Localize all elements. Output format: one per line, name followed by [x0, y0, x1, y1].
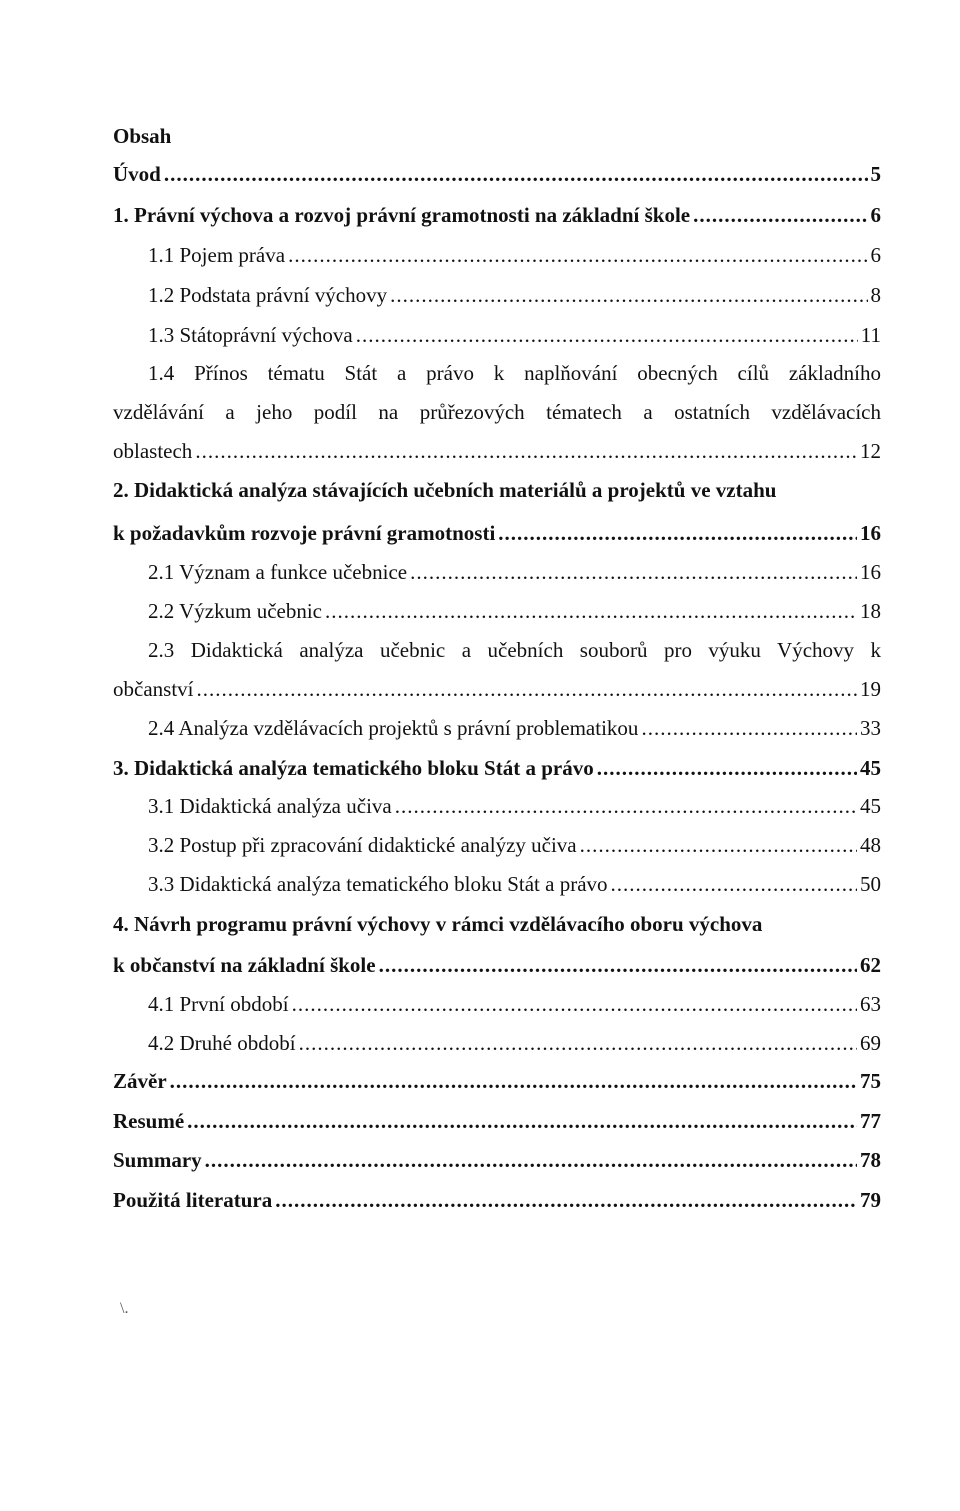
- toc-entry-page: 45: [860, 756, 881, 780]
- leader-dots: [410, 557, 857, 587]
- toc-entry-label-line: 2.3 Didaktická analýza učebnic a učebních souborů pro výuku Výchovy k: [148, 638, 881, 662]
- leader-dots: [390, 280, 867, 310]
- toc-entry-label: 3.3 Didaktická analýza tematického bloku Stát a právo: [148, 872, 608, 896]
- toc-entry-4-2[interactable]: [148, 1028, 881, 1058]
- toc-title: Obsah: [113, 124, 172, 148]
- toc-entry-page: 69: [860, 1031, 881, 1055]
- toc-entry-label: Summary: [113, 1148, 202, 1172]
- leader-dots: [275, 1185, 857, 1215]
- toc-entry-last-line: [113, 436, 881, 466]
- leader-dots: [325, 596, 857, 626]
- toc-entry-label: 1.2 Podstata právní výchovy: [148, 283, 388, 307]
- leader-dots: [170, 1066, 857, 1096]
- toc-entry-page: 12: [860, 439, 881, 463]
- leader-dots: [395, 791, 857, 821]
- toc-entry-label: 1.1 Pojem práva: [148, 243, 286, 267]
- toc-entry-label-line: vzdělávání a jeho podíl na průřezových tématech a ostatních vzdělávacích: [113, 400, 881, 424]
- toc-entry-3-1[interactable]: [148, 791, 881, 821]
- leader-dots: [580, 830, 857, 860]
- toc-entry-label: 2.4 Analýza vzdělávacích projektů s právní problematikou: [148, 716, 639, 740]
- toc-entry-label: Použitá literatura: [113, 1188, 273, 1212]
- leader-dots: [205, 1145, 857, 1175]
- toc-entry-uvod[interactable]: [113, 159, 881, 189]
- toc-entry-2-4[interactable]: [148, 713, 881, 743]
- toc-entry-1-3[interactable]: [148, 320, 881, 350]
- toc-entry-page: 33: [860, 716, 881, 740]
- toc-entry-label-line: 4. Návrh programu právní výchovy v rámci vzdělávacího oboru výchova: [113, 912, 763, 936]
- leader-dots: [299, 1028, 857, 1058]
- toc-entry-label: 2.2 Výzkum učebnic: [148, 599, 322, 623]
- toc-entry-page: 48: [860, 833, 881, 857]
- leader-dots: [356, 320, 858, 350]
- toc-entry-literatura[interactable]: [113, 1185, 881, 1215]
- toc-entry-label: 1. Právní výchova a rozvoj právní gramotnosti na základní škole: [113, 203, 691, 227]
- toc-entry-label: 3.1 Didaktická analýza učiva: [148, 794, 392, 818]
- toc-entry-page: 5: [870, 162, 881, 186]
- toc-entry-page: 6: [870, 243, 881, 267]
- toc-entry-1-2[interactable]: [148, 280, 881, 310]
- leader-dots: [597, 753, 857, 783]
- toc-entry-page: 45: [860, 794, 881, 818]
- toc-entry-last-line: [113, 518, 881, 548]
- toc-entry-page: 63: [860, 992, 881, 1016]
- toc-entry-label: 1.3 Státoprávní výchova: [148, 323, 353, 347]
- toc-entry-page: 77: [860, 1109, 881, 1133]
- toc-entry-last-line: [113, 674, 881, 704]
- toc-entry-chapter-1[interactable]: [113, 200, 881, 230]
- toc-entry-label: oblastech: [113, 439, 193, 463]
- toc-entry-page: 16: [860, 521, 881, 545]
- leader-dots: [196, 674, 857, 704]
- leader-dots: [164, 159, 868, 189]
- leader-dots: [288, 240, 867, 270]
- toc-entry-page: 18: [860, 599, 881, 623]
- toc-entry-page: 16: [860, 560, 881, 584]
- toc-entry-zaver[interactable]: [113, 1066, 881, 1096]
- margin-mark: \.: [120, 1300, 129, 1317]
- toc-entry-last-line: [113, 950, 881, 980]
- toc-entry-2-1[interactable]: [148, 557, 881, 587]
- toc-entry-label: Resumé: [113, 1109, 185, 1133]
- toc-entry-label: 4.1 První období: [148, 992, 289, 1016]
- toc-entry-2-2[interactable]: [148, 596, 881, 626]
- toc-entry-label: 2.1 Význam a funkce učebnice: [148, 560, 408, 584]
- toc-entry-3-3[interactable]: [148, 869, 881, 899]
- toc-entry-4-1[interactable]: [148, 989, 881, 1019]
- leader-dots: [187, 1106, 857, 1136]
- leader-dots: [641, 713, 857, 743]
- leader-dots: [693, 200, 867, 230]
- toc-entry-page: 19: [860, 677, 881, 701]
- toc-entry-label: 3. Didaktická analýza tematického bloku Stát a právo: [113, 756, 594, 780]
- toc-entry-page: 6: [870, 203, 881, 227]
- toc-entry-page: 8: [870, 283, 881, 307]
- toc-entry-label-line: 2. Didaktická analýza stávajících učebních materiálů a projektů ve vztahu: [113, 478, 777, 502]
- leader-dots: [195, 436, 857, 466]
- toc-entry-page: 79: [860, 1188, 881, 1212]
- leader-dots: [379, 950, 857, 980]
- toc-entry-label: Úvod: [113, 162, 161, 186]
- toc-entry-label: Závěr: [113, 1069, 167, 1093]
- leader-dots: [498, 518, 857, 548]
- toc-entry-label-line: 1.4 Přínos tématu Stát a právo k naplňování obecných cílů základního: [148, 361, 881, 385]
- toc-entry-label: občanství: [113, 677, 194, 701]
- toc-entry-page: 75: [860, 1069, 881, 1093]
- toc-entry-resume[interactable]: [113, 1106, 881, 1136]
- toc-entry-label: k požadavkům rozvoje právní gramotnosti: [113, 521, 496, 545]
- leader-dots: [292, 989, 857, 1019]
- leader-dots: [611, 869, 857, 899]
- toc-entry-label: 3.2 Postup při zpracování didaktické analýzy učiva: [148, 833, 577, 857]
- toc-entry-chapter-3[interactable]: [113, 753, 881, 783]
- toc-entry-page: 50: [860, 872, 881, 896]
- toc-entry-page: 11: [860, 323, 881, 347]
- toc-entry-summary[interactable]: [113, 1145, 881, 1175]
- toc-entry-page: 62: [860, 953, 881, 977]
- toc-entry-label: k občanství na základní škole: [113, 953, 376, 977]
- toc-entry-3-2[interactable]: [148, 830, 881, 860]
- toc-entry-1-1[interactable]: [148, 240, 881, 270]
- toc-entry-label: 4.2 Druhé období: [148, 1031, 296, 1055]
- toc-entry-page: 78: [860, 1148, 881, 1172]
